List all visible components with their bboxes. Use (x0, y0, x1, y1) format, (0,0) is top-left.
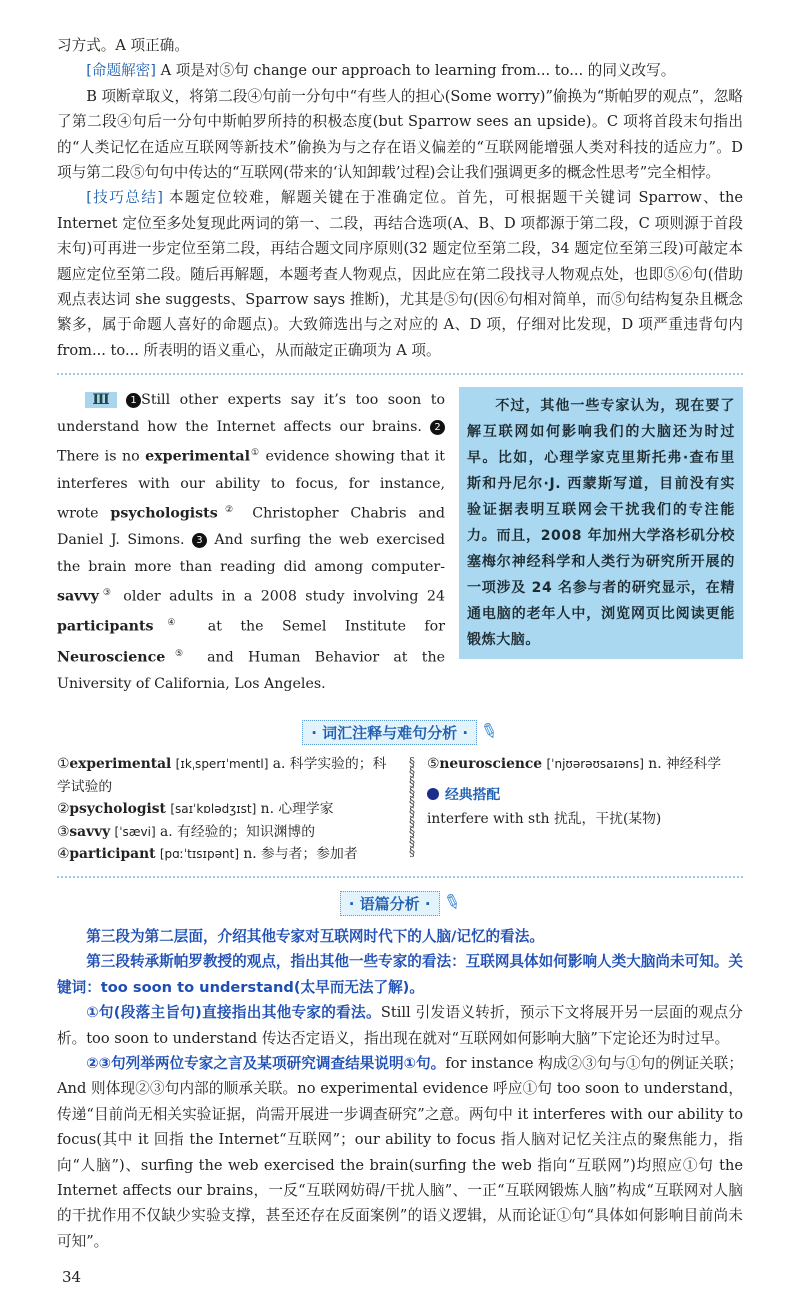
jiqiao-label: [技巧总结] (86, 189, 163, 207)
option-analysis: B 项断章取义，将第二段④句前一分句中“有些人的担心(Some worry)”偷换为“斯帕罗的观点”，忽略了第二段④句后一分句中斯帕罗所持的积极态度(but Sparrow sees an upside)。C 项将首段末句指出的“人类记忆在适应互联网等新技术”偷换为与之存在语义偏差的“互联网能增强人类对科技的适应力”。D 项与第二段⑤句句中传达的“互联网(带来的‘认知卸载’过程)会让我们强调更多的概念性思考”完全相悖。 (57, 87, 743, 182)
divider (57, 373, 743, 375)
pen-icon: ✎ (439, 887, 464, 917)
vocab-item: ①experimental [ɪkˌsperɪˈmentl] a. 科学实验的；科学试验的 (57, 756, 387, 795)
note-mark: ③ (98, 588, 115, 599)
bullet-icon (427, 788, 439, 800)
translation-box (459, 387, 743, 659)
sentence-3: And surfing the web exercised the brain more than reading did among computer- (57, 532, 446, 575)
jiqiao-text: 本题定位较难，解题关键在于准确定位。首先，可根据题干关键词 Sparrow、the Internet 定位至多处复现此两词的第一、二段，再结合选项(A、B、D 项都源于第二段，C 项则源于首段末句)可再进一步定位至第二段，再结合题文同序原则(32 题定位至第二段，34 题定位至第三段)可敲定本题应定位至第二段。随后再解题，本题考查人物观点，因此应在第二段找寻人物观点处，也即⑤⑥句(借助观点表达词 she suggests、Sparrow says 推断)，尤其是⑤句(因⑥句相对简单，而⑤句结构复杂且概念繁多，属于命题人喜好的命题点)。大致筛选出与之对应的 A、D 项，仔细对比发现，D 项严重违背句内 from... to... 所表明的语义重心，从而敲定正确项为 A 项。 (57, 189, 744, 359)
vocab-heading (57, 719, 743, 745)
mingti-paragraph (57, 58, 743, 83)
sentence-number-2: 2 (430, 420, 445, 435)
paragraph-number: Ⅲ (87, 392, 115, 409)
sentence-3-cont: at the Semel Institute for (189, 619, 446, 636)
mingti-text: A 项是对⑤句 change our approach to learning from... to... 的同义改写。 (155, 62, 676, 80)
sentence-3-end: and Human Behavior at the University of California, Los Angeles. (57, 649, 445, 692)
passage-paragraph-3 (57, 387, 445, 697)
sentence-number-1: 1 (126, 393, 141, 408)
answer-explanation (57, 33, 743, 363)
vocab-list-right (427, 753, 743, 831)
sentence-1: Still other experts say it’s too soon to understand how the Internet affects our brains. (57, 392, 445, 435)
jiqiao-paragraph (57, 185, 743, 363)
discourse-heading-label: · 语篇分析 · (340, 891, 440, 916)
translation-text: 不过，其他一些专家认为，现在要了解互联网如何影响我们的大脑还为时过早。比如，心理学家克里斯托弗·查布里斯和丹尼尔·J. 西蒙斯写道，目前没有实验证据表明互联网会干扰我们的专注能力。而且，2008 年加州大学洛杉矶分校塞梅尔神经科学和人类行为研究所开展的一项涉及 24 名参与者的研究显示，在精通电脑的老年人中，浏览网页比阅读更能锻炼大脑。 (467, 398, 735, 649)
vocab-word: participants (57, 619, 154, 636)
vocab-item: ⑤neuroscience [ˈnjʊərəʊsaɪəns] n. 神经科学 (427, 756, 722, 773)
discourse-keyword: 第三段转承斯帕罗教授的观点，指出其他一些专家的看法：互联网具体如何影响人类大脑尚未可知。关键词：too soon to understand(太早而无法了解)。 (57, 953, 743, 996)
sentence-1-analysis: ①句(段落主旨句)直接指出其他专家的看法。Still 引发语义转折，预示下文将展开另一层面的观点分析。too soon to understand 传达否定语义，指出现在就对“互联网如何影响大脑”下定论还为时过早。 (57, 1004, 743, 1047)
passage-row (57, 387, 743, 697)
discourse-summary: 第三段为第二层面，介绍其他专家对互联网时代下的人脑/记忆的看法。 (86, 927, 544, 945)
sentence-2-end: Christopher Chabris and Daniel J. Simons. (57, 505, 446, 549)
discourse-analysis (57, 924, 743, 1254)
vocab-word: savvy (57, 588, 99, 605)
collocation-heading: 经典搭配 (427, 784, 743, 807)
vocab-word: psychologists (110, 505, 218, 522)
sentence-2-3-analysis: ②③句列举两位专家之言及某项研究调查结果说明①句。for instance 构成②③句与①句的例证关联；And 则体现②③句内部的顺承关联。no experimental evidence 呼应①句 too soon to understand，传递“目前尚无相关实验证据，尚需开展进一步调查研究”之意。两句中 it interferes with our ability to focus(其中 it 回指 the Internet“互联网”；our ability to focus 指人脑对记忆关注点的聚焦能力，指向“人脑”)、surfing the web exercised the brain(surfing the web 指向“互联网”)均照应①句 the Internet affects our brains，一反“互联网妨碍/干扰人脑”、一正“互联网锻炼人脑”构成“互联网对人脑的干扰作用不仅缺少实验支撑，甚至还存在反面案例”的语义逻辑，从而论证①句“具体如何影响目前尚未可知”。 (57, 1054, 743, 1250)
page-number: 34 (62, 1268, 82, 1287)
sentence-2: There is no (57, 449, 146, 466)
vocab-section (57, 753, 743, 866)
vocab-heading-label: · 词汇注释与难句分析 · (302, 720, 477, 745)
divider (57, 876, 743, 878)
vocab-item: ④participant [pɑːˈtɪsɪpənt] n. 参与者；参加者 (57, 846, 358, 863)
wavy-divider: § § § § § § § § § § (409, 755, 415, 860)
vocab-item: ③savvy [ˈsævi] a. 有经验的；知识渊博的 (57, 823, 316, 840)
note-mark: ⑤ (165, 648, 193, 659)
pen-icon: ✎ (477, 717, 502, 746)
note-mark: ① (249, 448, 261, 459)
note-mark: ② (217, 505, 241, 516)
sentence-3-cont: older adults in a 2008 study involving 24 (114, 588, 445, 605)
mingti-label: [命题解密] (86, 62, 156, 80)
discourse-heading (57, 887, 743, 917)
sentence-2-cont: evidence showing that it interferes with our ability to focus, for instance, wrote (57, 449, 446, 522)
vocab-item: ②psychologist [saɪˈkɒlədʒɪst] n. 心理学家 (57, 801, 334, 818)
vocab-word: Neuroscience (57, 649, 166, 666)
vocab-word: experimental (145, 449, 250, 466)
explanation-line: 习方式。A 项正确。 (57, 37, 189, 54)
vocab-list (57, 753, 397, 866)
sentence-number-3: 3 (192, 533, 207, 548)
collocation-item: interfere with sth 扰乱，干扰(某物) (427, 811, 662, 828)
note-mark: ④ (153, 618, 190, 629)
